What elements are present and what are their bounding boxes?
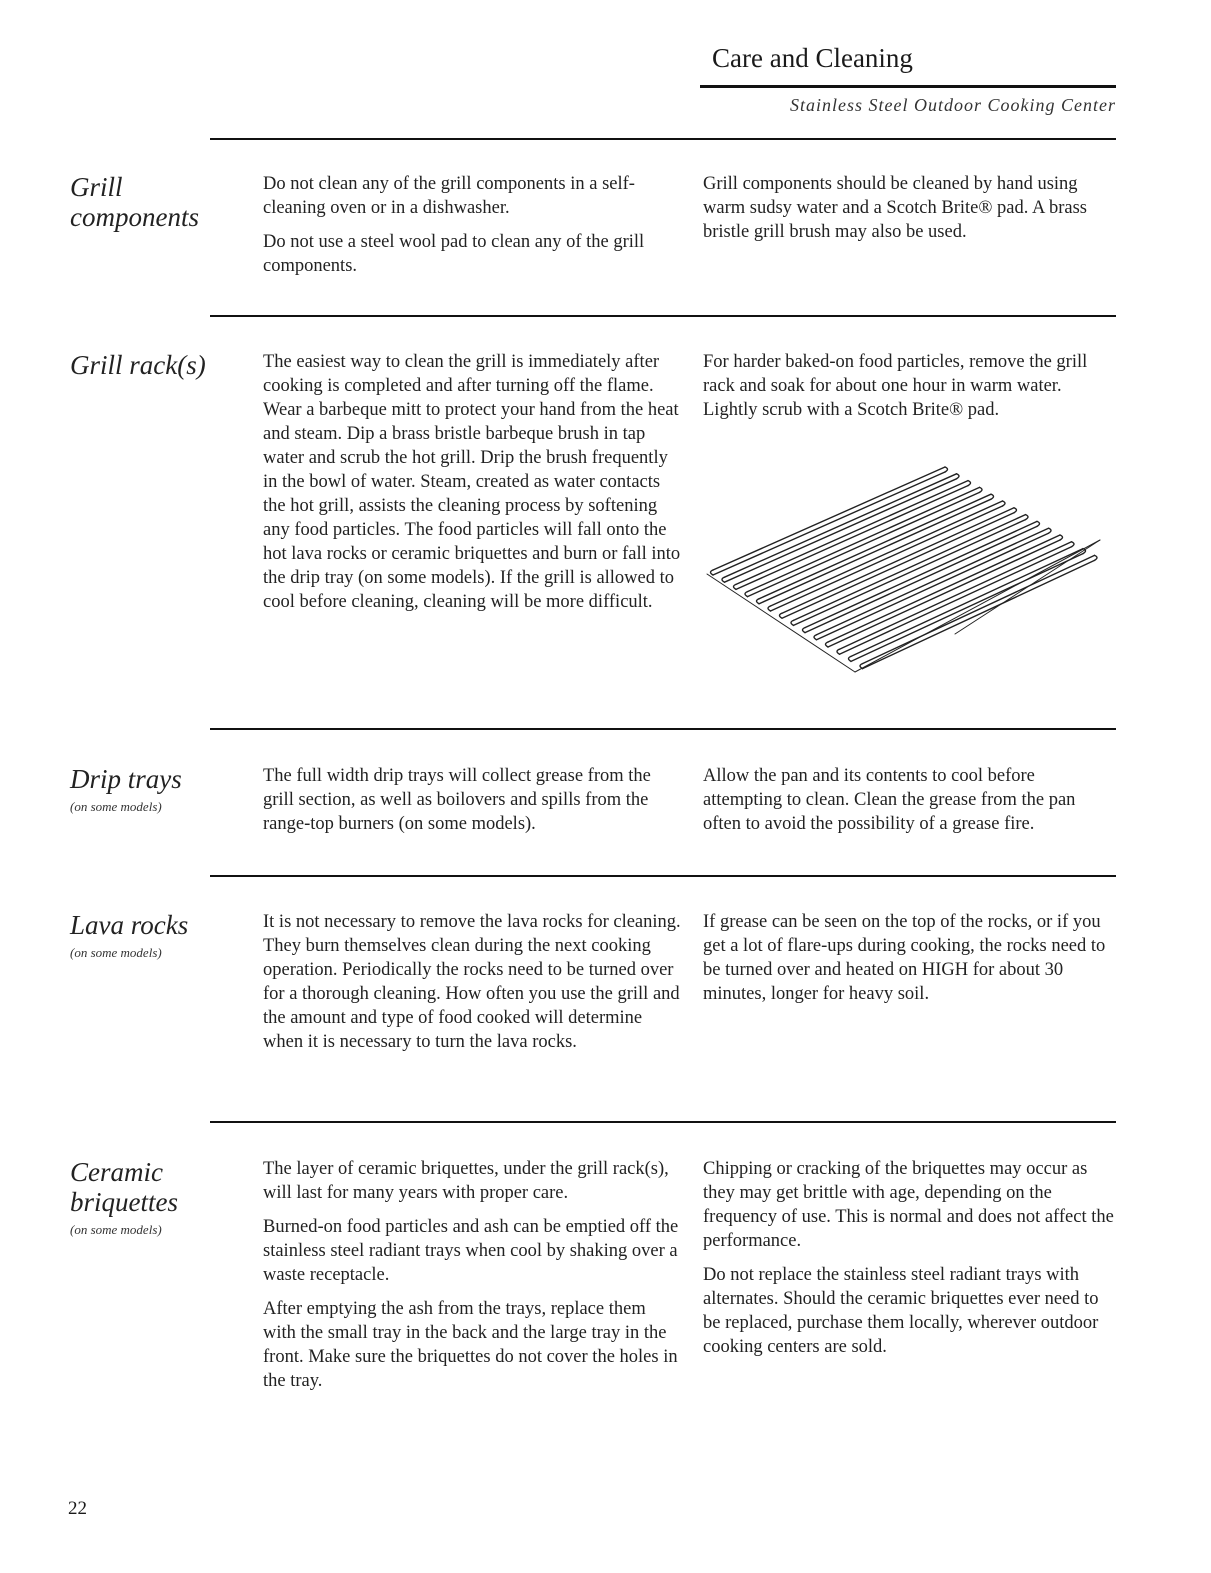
rack-bar-end <box>991 494 994 499</box>
rack-bar-end <box>837 649 840 654</box>
rack-bar-end <box>1014 508 1017 513</box>
section-divider <box>210 875 1116 877</box>
paragraph: It is not necessary to remove the lava rocks for cleaning. They burn themselves clean during the next cooking operation. Periodically the rocks need to be turned over for a thorough cleaning. How often you use the grill and the amount and type of food cooked will determine when it is necessary to turn the lava rocks. <box>263 912 681 1052</box>
section-col-right <box>703 172 1118 254</box>
rack-bar-end <box>1072 542 1075 547</box>
paragraph: The full width drip trays will collect grease from the grill section, as well as boilovers and spills from the range-top burners (on some models). <box>263 766 651 834</box>
section-col-left <box>263 1157 683 1403</box>
section-divider <box>210 315 1116 317</box>
section-col-right <box>703 1157 1118 1369</box>
rack-bar-end <box>849 656 852 661</box>
section-col-left <box>263 172 683 288</box>
section-divider <box>210 138 1116 140</box>
page-number: 22 <box>68 1498 87 1519</box>
section-note: (on some models) <box>70 799 162 814</box>
paragraph: Grill components should be cleaned by hand using warm sudsy water and a Scotch Brite® pad. A brass bristle grill brush may also be used. <box>703 174 1087 242</box>
rack-bar-end <box>814 635 817 640</box>
rack-bar-end <box>980 487 983 492</box>
rack-frame-rail <box>855 540 1100 672</box>
paragraph: Allow the pan and its contents to cool before attempting to clean. Clean the grease from the pan often to avoid the possibility of a grease fire. <box>703 766 1076 834</box>
rack-bar-end <box>826 642 829 647</box>
rack-bar-end <box>945 467 948 472</box>
page-header-title: Care and Cleaning <box>712 43 913 73</box>
rack-bar-end <box>791 620 794 625</box>
rack-bar-end <box>1037 521 1040 526</box>
paragraph: The easiest way to clean the grill is immediately after cooking is completed and after turning off the flame. Wear a barbeque mitt to protect your hand from the heat and steam. Dip a brass bristle barbeque brush in tap water and scrub the hot grill. Drip the brush frequently in the bowl of water. Steam, created as water contacts the hot grill, assists the cleaning process by softening any food particles. The food particles will fall onto the hot lava rocks or ceramic briquettes and burn or fall into the drip tray (on some models). If the grill is allowed to cool before cleaning, cleaning will be more difficult. <box>263 352 681 612</box>
rack-bar-end <box>1026 515 1029 520</box>
section-col-left <box>263 764 683 846</box>
section-heading <box>70 764 250 816</box>
paragraph: Do not clean any of the grill components in a self-cleaning oven or in a dishwasher. <box>263 174 635 218</box>
paragraph: Do not use a steel wool pad to clean any of the grill components. <box>263 232 645 276</box>
section-col-left <box>263 910 683 1064</box>
paragraph: For harder baked-on food particles, remove the grill rack and soak for about one hour in warm water. Lightly scrub with a Scotch Brite® pad. <box>703 352 1088 420</box>
grill-rack-illustration <box>705 462 1115 684</box>
section-col-right <box>703 764 1118 846</box>
section-note: (on some models) <box>70 945 162 960</box>
header-rule <box>700 85 1116 88</box>
paragraph: Burned-on food particles and ash can be emptied off the stainless steel radiant trays when cool by shaking over a waste receptacle. <box>263 1217 679 1285</box>
section-col-right <box>703 910 1118 1016</box>
section-col-right <box>703 350 1118 432</box>
rack-bar-end <box>757 599 760 604</box>
page-header-subtitle: Stainless Steel Outdoor Cooking Center <box>790 95 1116 115</box>
rack-bar-end <box>745 592 748 597</box>
rack-bar-end <box>780 613 783 618</box>
section-heading <box>70 910 250 962</box>
rack-bar-end <box>734 584 737 589</box>
paragraph: If grease can be seen on the top of the rocks, or if you get a lot of flare-ups during cooking, the rocks need to be turned over and heated on HIGH for about 30 minutes, longer for heavy soil. <box>703 912 1106 1004</box>
section-heading <box>70 1157 210 1239</box>
rack-bar-end <box>722 577 725 582</box>
paragraph: After emptying the ash from the trays, replace them with the small tray in the back and the large tray in the front. Make sure the briquettes do not cover the holes in the tray. <box>263 1299 678 1391</box>
rack-bar-end <box>1060 535 1063 540</box>
section-divider <box>210 728 1116 730</box>
section-heading: Grill components <box>70 172 199 232</box>
rack-bar-end <box>711 570 714 575</box>
section-divider <box>210 1121 1116 1123</box>
section-heading: Grill rack(s) <box>70 350 206 380</box>
paragraph: Do not replace the stainless steel radiant trays with alternates. Should the ceramic briquettes ever need to be replaced, purchase them locally, wherever outdoor cooking centers are sold. <box>703 1265 1099 1357</box>
section-col-left <box>263 350 683 624</box>
paragraph: The layer of ceramic briquettes, under the grill rack(s), will last for many years with proper care. <box>263 1159 669 1203</box>
rack-bar-end <box>968 481 971 486</box>
rack-bar-end <box>1095 555 1098 560</box>
section-heading-text: Drip trays <box>70 764 182 794</box>
paragraph: Chipping or cracking of the briquettes may occur as they may get brittle with age, depending on the frequency of use. This is normal and does not affect the performance. <box>703 1159 1114 1251</box>
rack-bar-end <box>803 628 806 633</box>
section-heading-text: Lava rocks <box>70 910 189 940</box>
rack-bar-end <box>1049 528 1052 533</box>
rack-bar-end <box>768 606 771 611</box>
rack-bar-end <box>957 474 960 479</box>
section-heading-text: Ceramic briquettes <box>70 1157 178 1217</box>
rack-bar-end <box>1003 501 1006 506</box>
section-note: (on some models) <box>70 1222 162 1237</box>
